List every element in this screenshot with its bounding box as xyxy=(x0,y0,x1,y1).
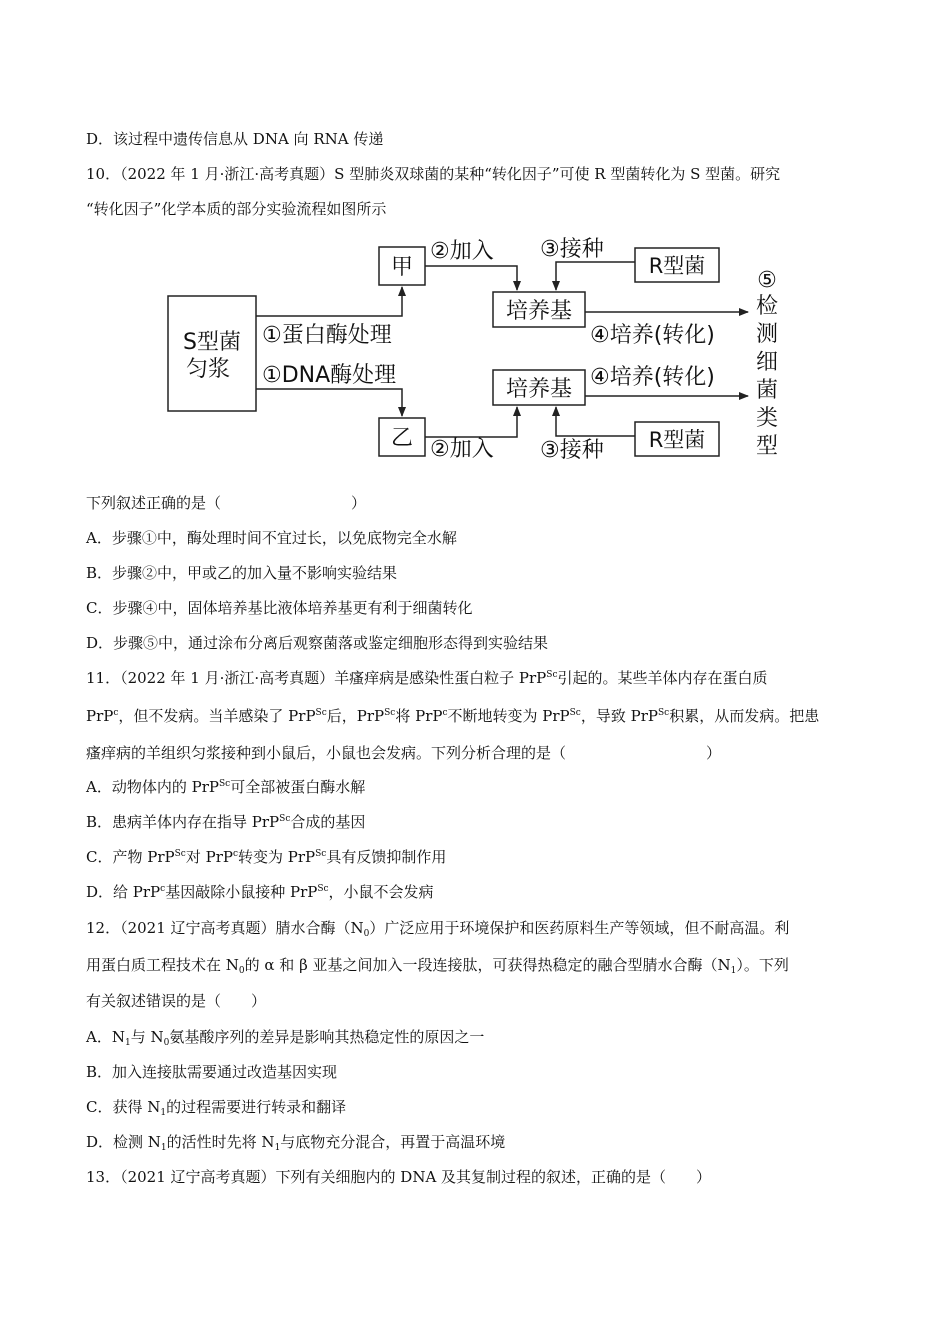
q11-option-d[interactable]: D．给 PrP$^c$基因敲除小鼠接种 PrP$^{Sc}$，小鼠不会发病 xyxy=(86,883,434,901)
q11-stem-line3: 瘙痒病的羊组织匀浆接种到小鼠后，小鼠也会发病。下列分析合理的是（ ） xyxy=(86,744,722,762)
q10-option-a[interactable]: A．步骤①中，酶处理时间不宜过长，以免底物完全水解 xyxy=(86,529,457,547)
step5-char: ⑤ xyxy=(757,268,777,293)
step3-inoculate-bottom-label: ③接种 xyxy=(540,438,604,463)
step4-culture-bottom-label: ④培养(转化) xyxy=(590,365,715,390)
step5-detect-label xyxy=(756,268,778,459)
q12-stem-line3: 有关叙述错误的是（ ） xyxy=(86,992,267,1010)
q10-option-c[interactable]: C．步骤④中，固体培养基比液体培养基更有利于细菌转化 xyxy=(86,599,473,617)
q11-stem-line2: PrP$^c$，但不发病。当羊感染了 PrP$^{Sc}$后，PrP$^{Sc}$将 PrP$^c$不断地转变为 PrP$^{Sc}$，导致 PrP$^{Sc}$积累，从而发病。把患 xyxy=(86,707,820,725)
step5-char: 型 xyxy=(755,434,779,459)
arrow-jia-to-medium xyxy=(425,266,517,290)
arrow-r-to-medium-top xyxy=(556,262,635,290)
medium-bottom-label: 培养基 xyxy=(505,377,573,402)
q11-option-c[interactable]: C．产物 PrP$^{Sc}$对 PrP$^c$转变为 PrP$^{Sc}$具有反馈抑制作用 xyxy=(86,848,447,866)
q12-option-b[interactable]: B．加入连接肽需要通过改造基因实现 xyxy=(86,1063,338,1081)
r-strain-top-label: R型菌 xyxy=(648,254,706,278)
arrow-r-to-medium-bottom xyxy=(556,407,635,436)
q10-option-b[interactable]: B．步骤②中，甲或乙的加入量不影响实验结果 xyxy=(86,564,398,582)
q13-stem: 13．（2021 辽宁高考真题）下列有关细胞内的 DNA 及其复制过程的叙述，正确的是（ ） xyxy=(86,1168,712,1186)
q12-option-a[interactable]: A．$N_1$与 $N_0$氨基酸序列的差异是影响其热稳定性的原因之一 xyxy=(86,1028,485,1048)
q12-stem-line2: 用蛋白质工程技术在 $N_0$的 α 和 β 亚基之间加入一段连接肽，可获得热稳定的融合型腈水合酶$(N_1)$。下列 xyxy=(86,956,789,976)
q10-question: 下列叙述正确的是（ ） xyxy=(86,494,367,512)
step1-protease-label: ①蛋白酶处理 xyxy=(262,323,392,348)
step5-char: 菌 xyxy=(755,378,779,403)
q9-option-d: D．该过程中遗传信息从 DNA 向 RNA 传递 xyxy=(86,130,384,148)
medium-top-label: 培养基 xyxy=(505,299,573,324)
q10-option-d[interactable]: D．步骤⑤中，通过涂布分离后观察菌落或鉴定细胞形态得到实验结果 xyxy=(86,634,549,652)
q11-stem-line1: 11．（2022 年 1 月·浙江·高考真题）羊瘙痒病是感染性蛋白粒子 PrP$^{Sc}$引起的。某些羊体内存在蛋白质 xyxy=(86,669,768,687)
jia-label: 甲 xyxy=(390,255,414,280)
q10-stem-line2: “转化因子”化学本质的部分实验流程如图所示 xyxy=(86,200,387,218)
step5-char: 测 xyxy=(755,322,779,347)
q12-stem-line1: 12．（2021 辽宁高考真题）腈水合酶$(N_0)$广泛应用于环境保护和医药原料生产等领域，但不耐高温。利 xyxy=(86,919,790,939)
arrow-s-to-yi xyxy=(256,389,402,416)
q12-option-d[interactable]: D．检测 $N_1$的活性时先将 $N_1$与底物充分混合，再置于高温环境 xyxy=(86,1133,506,1153)
step4-culture-top-label: ④培养(转化) xyxy=(590,323,715,348)
q11-option-b[interactable]: B．患病羊体内存在指导 PrP$^{Sc}$合成的基因 xyxy=(86,813,366,831)
s-box-label-line2: 匀浆 xyxy=(185,357,231,382)
step1-dnase-label: ①DNA酶处理 xyxy=(262,363,397,388)
step5-char: 细 xyxy=(755,350,779,375)
arrow-s-to-jia xyxy=(256,287,402,316)
q12-option-c[interactable]: C．获得 $N_1$的过程需要进行转录和翻译 xyxy=(86,1098,347,1118)
r-strain-bottom-label: R型菌 xyxy=(648,428,706,452)
step3-inoculate-top-label: ③接种 xyxy=(540,237,604,262)
step2-add-bottom-label: ②加入 xyxy=(430,437,494,462)
s-box-label-line1: S型菌 xyxy=(183,330,241,355)
step2-add-top-label: ②加入 xyxy=(430,239,494,264)
arrow-yi-to-medium xyxy=(425,407,517,437)
step5-char: 检 xyxy=(755,294,779,319)
q11-option-a[interactable]: A．动物体内的 PrP$^{Sc}$可全部被蛋白酶水解 xyxy=(86,778,366,796)
q10-experiment-flowchart xyxy=(160,232,790,467)
q10-stem-line1: 10．（2022 年 1 月·浙江·高考真题）S 型肺炎双球菌的某种“转化因子”可使 R 型菌转化为 S 型菌。研究 xyxy=(86,165,781,183)
yi-label: 乙 xyxy=(390,426,414,451)
step5-char: 类 xyxy=(755,406,779,431)
